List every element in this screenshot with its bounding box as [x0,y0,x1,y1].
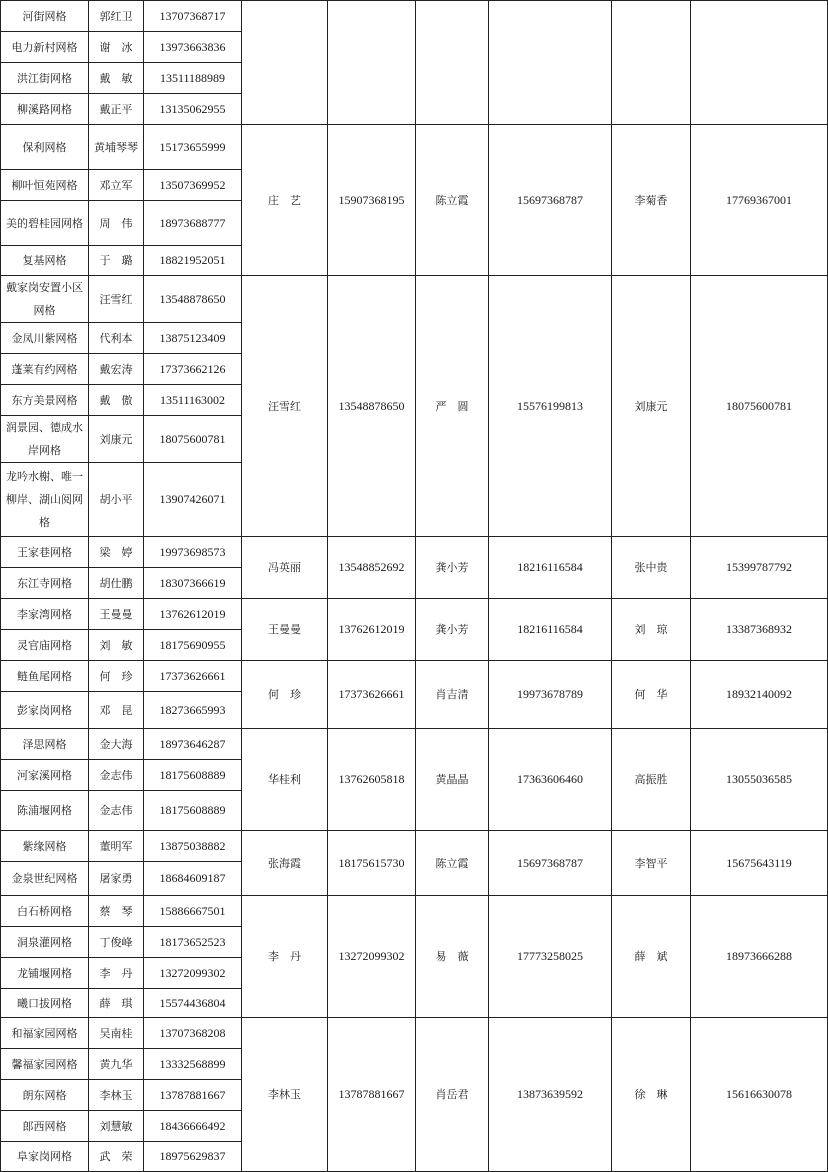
grid-phone: 18436666492 [144,1111,242,1142]
grid-name: 蓬莱有约网格 [1,354,89,385]
grid-name: 馨福家园网格 [1,1049,89,1080]
group-contact: 张中贵 [612,537,691,599]
grid-name: 紫缘网格 [1,831,89,862]
group-contact: 刘 琼 [612,599,691,661]
group-leader-phone: 18175615730 [328,831,416,896]
grid-phone: 13135062955 [144,94,242,125]
group-deputy-phone: 19973678789 [489,661,612,729]
group-leader: 李林玉 [242,1018,328,1172]
grid-phone: 18175608889 [144,760,242,791]
group-leader-phone [328,1,416,125]
grid-phone: 13762612019 [144,599,242,630]
group-contact: 李菊香 [612,125,691,276]
group-contact-phone: 15675643119 [691,831,828,896]
grid-phone: 13507369952 [144,170,242,201]
grid-phone: 13511188989 [144,63,242,94]
group-deputy-phone: 15697368787 [489,831,612,896]
group-contact [612,1,691,125]
grid-person: 谢 冰 [89,32,144,63]
table-row [1,537,828,568]
group-leader-phone: 13762612019 [328,599,416,661]
grid-name: 洪江街网格 [1,63,89,94]
grid-name: 朗东网格 [1,1080,89,1111]
grid-person: 胡小平 [89,463,144,537]
grid-person: 梁 婷 [89,537,144,568]
group-contact-phone: 18932140092 [691,661,828,729]
grid-phone: 13787881667 [144,1080,242,1111]
grid-person: 武 荣 [89,1142,144,1172]
group-deputy [416,1,489,125]
grid-person: 蔡 琴 [89,896,144,927]
group-contact: 李智平 [612,831,691,896]
group-leader-phone: 15907368195 [328,125,416,276]
grid-phone: 18173652523 [144,927,242,958]
grid-person: 金志伟 [89,791,144,831]
table-row [1,831,828,862]
group-leader [242,1,328,125]
grid-phone: 17373662126 [144,354,242,385]
group-deputy: 陈立霞 [416,125,489,276]
grid-person: 黄九华 [89,1049,144,1080]
grid-person: 吴南桂 [89,1018,144,1049]
grid-phone: 13511163002 [144,385,242,416]
grid-phone: 13548878650 [144,276,242,323]
grid-phone: 18821952051 [144,246,242,276]
group-leader-phone: 13548852692 [328,537,416,599]
grid-person: 金志伟 [89,760,144,791]
group-deputy: 龚小芳 [416,537,489,599]
group-leader: 何 珍 [242,661,328,729]
grid-name: 泽思网格 [1,729,89,760]
grid-name: 曦口拔网格 [1,989,89,1018]
group-deputy: 黄晶晶 [416,729,489,831]
grid-name: 金泉世纪网格 [1,862,89,896]
table-row [1,661,828,692]
table-row [1,276,828,323]
grid-name: 郎西网格 [1,1111,89,1142]
group-contact-phone [691,1,828,125]
grid-phone: 18973646287 [144,729,242,760]
grid-person: 屠家勇 [89,862,144,896]
grid-person: 刘 敏 [89,630,144,661]
grid-name: 阜家岗网格 [1,1142,89,1172]
group-contact: 徐 琳 [612,1018,691,1172]
group-leader: 汪雪红 [242,276,328,537]
group-leader: 张海霞 [242,831,328,896]
group-leader: 李 丹 [242,896,328,1018]
group-deputy: 肖岳君 [416,1018,489,1172]
table-row [1,729,828,760]
grid-name: 河街网格 [1,1,89,32]
grid-name: 金凤川紫网格 [1,323,89,354]
grid-person: 邓 昆 [89,692,144,729]
grid-name: 陈浦堰网格 [1,791,89,831]
grid-person: 何 珍 [89,661,144,692]
group-deputy: 肖吉清 [416,661,489,729]
grid-name: 柳叶恒苑网格 [1,170,89,201]
table-row [1,599,828,630]
grid-person: 戴宏涛 [89,354,144,385]
grid-phone: 13875038882 [144,831,242,862]
group-contact-phone: 18075600781 [691,276,828,537]
group-leader-phone: 13762605818 [328,729,416,831]
group-leader-phone: 13548878650 [328,276,416,537]
grid-person: 戴 敏 [89,63,144,94]
grid-person: 刘慧敏 [89,1111,144,1142]
grid-phone: 18973688777 [144,201,242,246]
grid-person: 董明军 [89,831,144,862]
grid-name: 和福家园网格 [1,1018,89,1049]
grid-phone: 13272099302 [144,958,242,989]
grid-person: 汪雪红 [89,276,144,323]
group-leader-phone: 17373626661 [328,661,416,729]
grid-name: 龙吟水榭、唯一柳岸、湖山阅网格 [1,463,89,537]
group-contact: 刘康元 [612,276,691,537]
group-contact-phone: 13387368932 [691,599,828,661]
group-deputy-phone [489,1,612,125]
grid-person: 薛 琪 [89,989,144,1018]
grid-person: 郭红卫 [89,1,144,32]
grid-person: 周 伟 [89,201,144,246]
grid-phone: 13875123409 [144,323,242,354]
grid-phone: 13973663836 [144,32,242,63]
grid-name: 李家湾网格 [1,599,89,630]
grid-name: 白石桥网格 [1,896,89,927]
grid-phone: 13907426071 [144,463,242,537]
group-deputy-phone: 13873639592 [489,1018,612,1172]
group-deputy-phone: 15697368787 [489,125,612,276]
grid-person: 于 璐 [89,246,144,276]
group-leader-phone: 13272099302 [328,896,416,1018]
grid-name: 河家溪网格 [1,760,89,791]
group-contact-phone: 15616630078 [691,1018,828,1172]
grid-name: 柳溪路网格 [1,94,89,125]
grid-phone: 13332568899 [144,1049,242,1080]
grid-name: 彭家岗网格 [1,692,89,729]
group-leader: 庄 艺 [242,125,328,276]
grid-name: 复基网格 [1,246,89,276]
group-deputy-phone: 15576199813 [489,276,612,537]
grid-name: 润景园、德成水岸网格 [1,416,89,463]
grid-name: 美的碧桂园网格 [1,201,89,246]
grid-person: 戴正平 [89,94,144,125]
grid-person: 黄埔琴琴 [89,125,144,170]
grid-name: 东方美景网格 [1,385,89,416]
grid-phone: 18273665993 [144,692,242,729]
grid-person: 邓立军 [89,170,144,201]
group-contact-phone: 13055036585 [691,729,828,831]
grid-person: 王曼曼 [89,599,144,630]
group-deputy-phone: 17363606460 [489,729,612,831]
grid-person: 李 丹 [89,958,144,989]
grid-person: 胡仕鹏 [89,568,144,599]
grid-phone: 19973698573 [144,537,242,568]
grid-name: 戴家岗安置小区网格 [1,276,89,323]
table-row [1,896,828,927]
grid-name: 东江寺网格 [1,568,89,599]
table-row [1,1,828,32]
group-contact-phone: 15399787792 [691,537,828,599]
group-leader: 王曼曼 [242,599,328,661]
grid-phone: 15574436804 [144,989,242,1018]
grid-phone: 18975629837 [144,1142,242,1172]
grid-phone: 15886667501 [144,896,242,927]
grid-phone: 17373626661 [144,661,242,692]
grid-name: 王家巷网格 [1,537,89,568]
grid-name: 灵官庙网格 [1,630,89,661]
group-contact-phone: 18973666288 [691,896,828,1018]
grid-person: 李林玉 [89,1080,144,1111]
grid-name: 龙铺堰网格 [1,958,89,989]
group-deputy: 龚小芳 [416,599,489,661]
grid-name: 电力新村网格 [1,32,89,63]
grid-phone: 15173655999 [144,125,242,170]
group-contact-phone: 17769367001 [691,125,828,276]
group-deputy: 陈立霞 [416,831,489,896]
group-leader-phone: 13787881667 [328,1018,416,1172]
group-contact: 何 华 [612,661,691,729]
group-contact: 高振胜 [612,729,691,831]
grid-phone: 13707368717 [144,1,242,32]
group-deputy-phone: 18216116584 [489,537,612,599]
grid-phone: 18175608889 [144,791,242,831]
grid-person: 丁俊峰 [89,927,144,958]
group-contact: 薛 斌 [612,896,691,1018]
group-deputy: 严 圆 [416,276,489,537]
grid-person: 戴 傲 [89,385,144,416]
table-row [1,1018,828,1049]
group-deputy: 易 薇 [416,896,489,1018]
grid-person: 代利本 [89,323,144,354]
group-deputy-phone: 18216116584 [489,599,612,661]
grid-person: 金大海 [89,729,144,760]
grid-phone: 18684609187 [144,862,242,896]
grid-name: 洞泉灌网格 [1,927,89,958]
table-row [1,125,828,170]
grid-phone: 18175690955 [144,630,242,661]
grid-phone: 18307366619 [144,568,242,599]
grid-phone: 13707368208 [144,1018,242,1049]
grid-phone: 18075600781 [144,416,242,463]
grid-person: 刘康元 [89,416,144,463]
group-deputy-phone: 17773258025 [489,896,612,1018]
group-leader: 华桂利 [242,729,328,831]
grid-name: 鲢鱼尾网格 [1,661,89,692]
grid-name: 保利网格 [1,125,89,170]
group-leader: 冯英丽 [242,537,328,599]
